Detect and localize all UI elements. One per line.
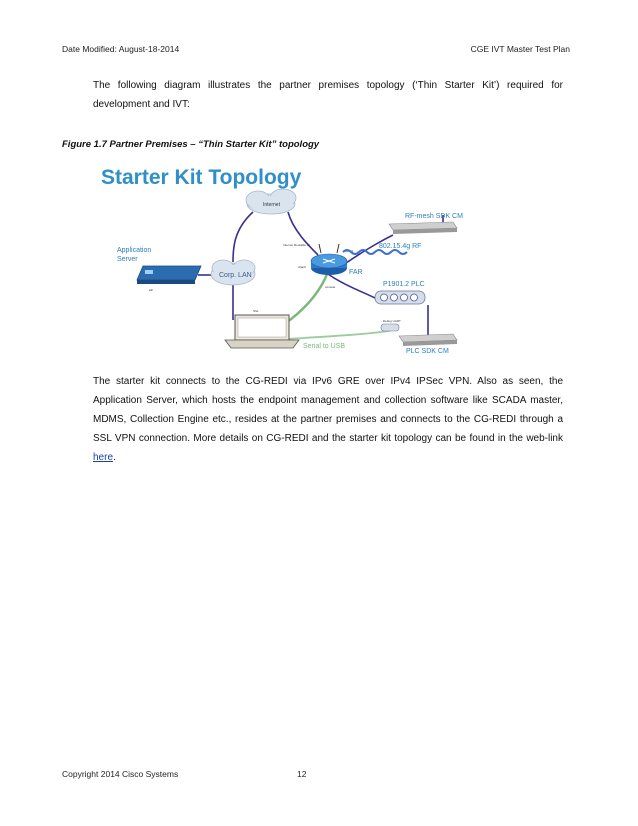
plc-sdk-label: PLC SDK CM	[406, 348, 449, 355]
laptop	[225, 309, 299, 348]
eth0-label: eth0/1	[345, 249, 354, 253]
plc-sdk	[399, 334, 457, 355]
serial-usb-label: Serial to USB	[303, 343, 346, 350]
app-server-label-2: Server	[117, 256, 138, 263]
body-text-end: .	[113, 452, 116, 463]
application-server	[117, 247, 201, 292]
uart-label: Debug UART	[383, 319, 401, 323]
ssl-label: SSL	[253, 309, 259, 313]
link-internet-corplan	[233, 212, 253, 262]
wlan-label: wlan0	[298, 265, 306, 269]
far-label: FAR	[349, 269, 363, 276]
topology-diagram	[93, 160, 475, 360]
plc-modem	[375, 281, 425, 304]
rf-mesh-sdk	[389, 213, 463, 234]
rf-mesh-label: RF-mesh SDK CM	[405, 213, 463, 220]
internet-label: Internet	[263, 202, 280, 208]
topology-svg	[93, 160, 475, 360]
console-label: console	[325, 285, 336, 289]
body-text: The starter kit connects to the CG-REDI via IPv6 GRE over IPv4 IPSec VPN. Also as seen, the Application Server, which hosts the endpoint management and collection software like SCADA master, MDMS, Collection Engine etc., resides at the partner premises and connects to the CG-REDI through a SSL VPN connection. More details on CG-REDI and the starter kit topology can be found in the web-link	[93, 376, 563, 444]
here-link[interactable]: here	[93, 452, 114, 463]
header-doc-title: CGE IVT Master Test Plan	[470, 44, 570, 54]
rf-link-label: 802.15.4g RF	[379, 243, 422, 250]
internet-cloud	[246, 189, 296, 214]
diagram-title: Starter Kit Topology	[101, 166, 302, 189]
footer-page-number: 12	[297, 769, 307, 779]
body-paragraph	[93, 372, 563, 467]
intro-paragraph: The following diagram illustrates the partner premises topology (‘Thin Starter Kit’) required for development and IVT:	[93, 80, 563, 110]
app-server-label-1: Application	[117, 247, 152, 254]
debug-uart	[381, 319, 401, 331]
figure-caption: Figure 1.7 Partner Premises – “Thin Starter Kit” topology	[62, 139, 320, 150]
internet-routable-ip-label: Internet Routable IP	[283, 243, 310, 247]
link-internet-far	[288, 212, 318, 255]
eth-label: eth	[149, 288, 154, 292]
header-date-modified: Date Modified: August-18-2014	[62, 44, 180, 54]
footer-copyright: Copyright 2014 Cisco Systems	[62, 769, 179, 779]
plc-link-label: P1901.2 PLC	[383, 281, 425, 288]
corp-lan-cloud	[211, 260, 255, 285]
corp-lan-label: Corp. LAN	[219, 272, 252, 279]
